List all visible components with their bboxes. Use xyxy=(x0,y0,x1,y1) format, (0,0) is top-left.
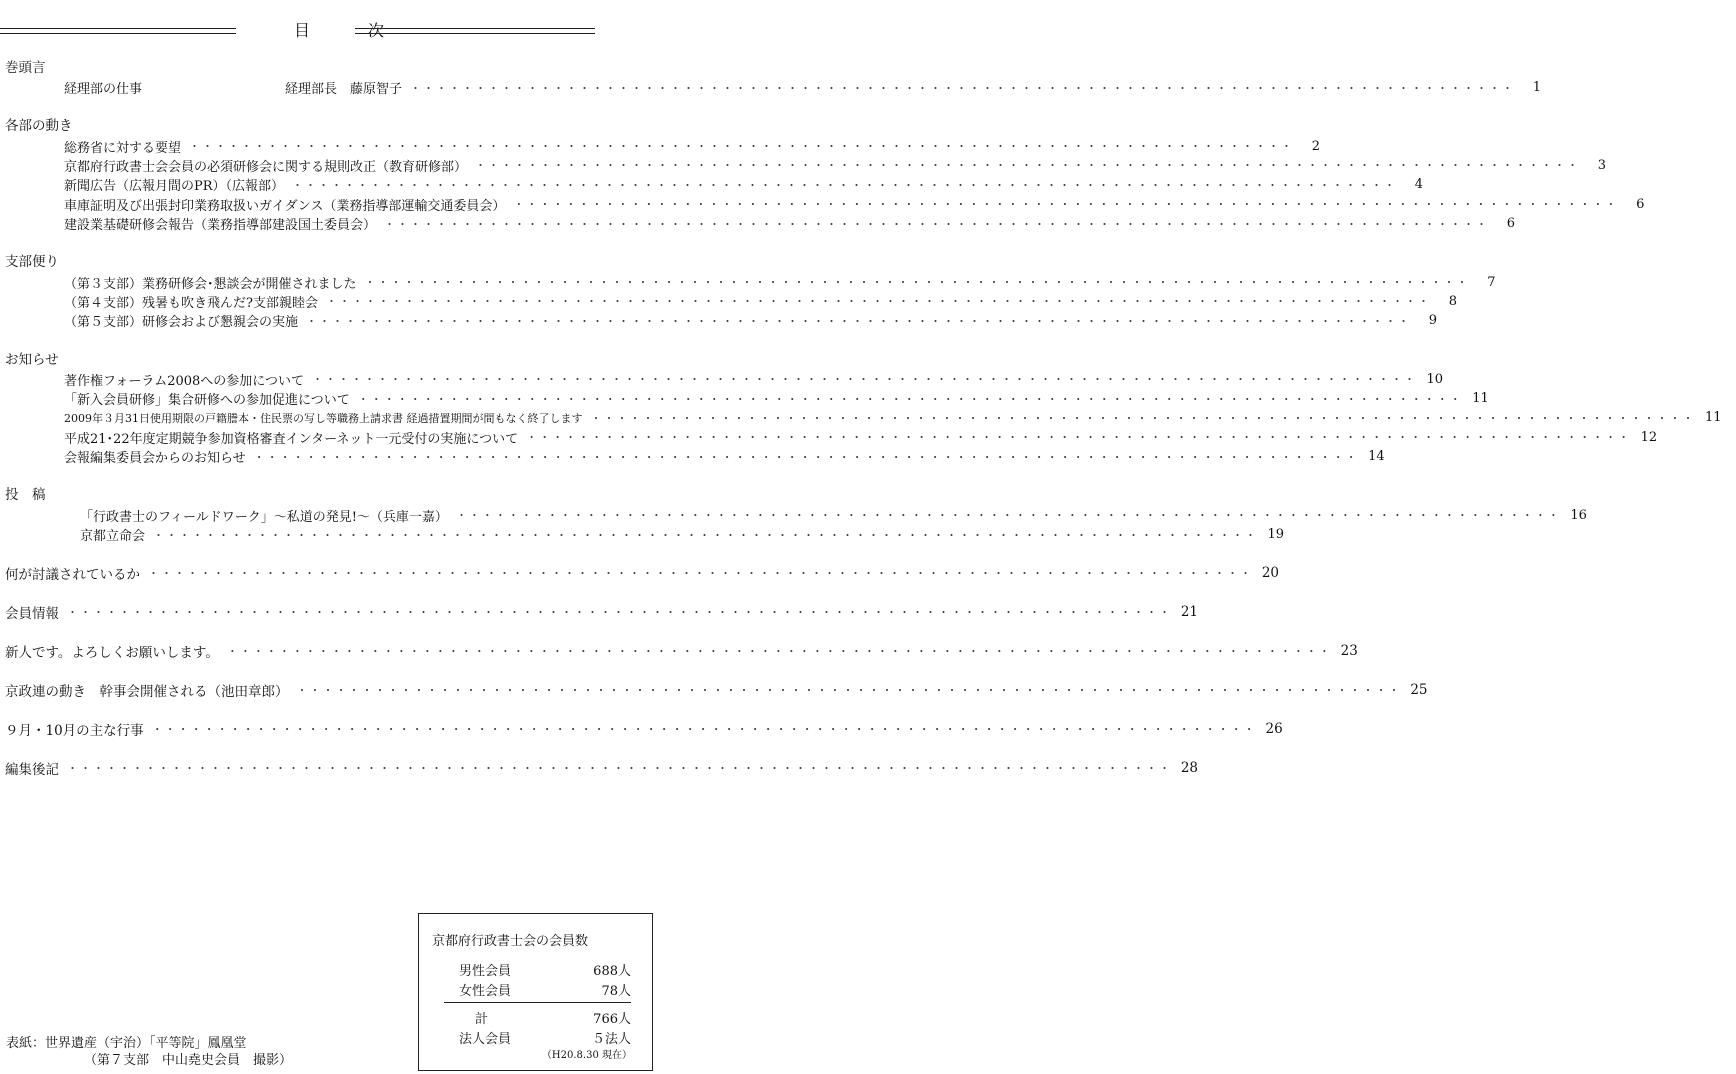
entry-page: 1 xyxy=(1532,80,1542,96)
leader-dots xyxy=(227,643,1332,659)
entry-label: 京都府行政書士会会員の必須研修会に関する規則改正（教育研修部） xyxy=(64,159,468,175)
entry-page: 10 xyxy=(1426,371,1444,387)
section-heading: 巻頭言 xyxy=(5,60,46,76)
entry-label: （第５支部）研修会および懇親会の実施 xyxy=(64,315,299,331)
entry-label: 編集後記 xyxy=(5,762,59,779)
entry-label: 「新入会員研修」集合研修への参加促進について xyxy=(64,393,350,409)
male-members-row xyxy=(459,960,631,979)
toc-entry[interactable] xyxy=(0,680,1428,701)
leader-dots xyxy=(456,507,1561,523)
toc-entry[interactable] xyxy=(0,505,1587,525)
entry-label: 会報編集委員会からのお知らせ xyxy=(64,451,246,467)
entry-page: 25 xyxy=(1410,682,1428,699)
entry-page: 26 xyxy=(1265,721,1283,738)
total-members-label: 計 xyxy=(475,1012,489,1027)
leader-dots xyxy=(410,80,1515,96)
female-members-label: 女性会員 xyxy=(459,984,512,999)
entry-page: 11 xyxy=(1472,391,1489,407)
leader-dots xyxy=(365,274,1470,290)
entry-page: 4 xyxy=(1414,177,1424,193)
toc-entry[interactable] xyxy=(0,292,1457,311)
entry-label: 会員情報 xyxy=(5,606,59,623)
toc-entry[interactable] xyxy=(0,563,1279,584)
leader-dots xyxy=(297,682,1402,698)
entry-label: 著作権フォーラム2008への参加について xyxy=(64,373,305,389)
toc-entry[interactable] xyxy=(0,156,1607,175)
female-members-row xyxy=(459,980,631,999)
entry-label: 京政連の動き 幹事会開催される（池田章郎） xyxy=(5,684,289,701)
toc-entry[interactable] xyxy=(0,78,1542,98)
leader-dots xyxy=(153,527,1258,543)
cover-caption xyxy=(6,1035,292,1069)
leader-dots xyxy=(67,760,1172,776)
toc-entry[interactable] xyxy=(0,136,1321,156)
section-heading: 各部の動き xyxy=(5,118,73,135)
entry-label: 建設業基礎研修会報告（業務指導部建設国土委員会） xyxy=(64,218,377,234)
corporate-members-value: ５法人 xyxy=(591,1032,631,1047)
toc-entry[interactable] xyxy=(0,428,1658,447)
toc-entry[interactable] xyxy=(0,602,1198,623)
toc-entry[interactable] xyxy=(0,389,1489,409)
leader-dots xyxy=(254,449,1359,465)
table-of-contents xyxy=(0,58,1722,779)
entry-label: ９月・10月の主な行事 xyxy=(5,723,144,740)
toc-entry[interactable] xyxy=(0,641,1358,662)
toc-entry[interactable] xyxy=(0,447,1385,467)
entry-label: （第４支部）残暑も吹き飛んだ?支部親睦会 xyxy=(64,295,318,311)
entry-page: 9 xyxy=(1428,313,1438,329)
toc-entry[interactable] xyxy=(0,758,1198,779)
leader-dots xyxy=(591,410,1696,426)
entry-label: （第３支部）業務研修会･懇談会が開催されました xyxy=(64,276,357,292)
toc-entry[interactable] xyxy=(0,214,1516,234)
leader-dots xyxy=(67,604,1172,620)
entry-page: 20 xyxy=(1261,565,1279,582)
leader-dots xyxy=(148,565,1253,581)
entry-page: 3 xyxy=(1597,157,1607,173)
leader-dots xyxy=(358,391,1463,407)
entry-page: 6 xyxy=(1506,216,1516,232)
section-foreword xyxy=(0,58,1542,98)
entry-page: 8 xyxy=(1448,293,1457,309)
female-members-value: 78人 xyxy=(601,984,631,999)
corporate-members-label: 法人会員 xyxy=(459,1032,512,1047)
leader-dots xyxy=(526,429,1631,445)
leader-dots xyxy=(152,721,1257,737)
toc-entry[interactable] xyxy=(0,408,1722,427)
entry-label: 経理部の仕事 経理部長 藤原智子 xyxy=(64,82,403,98)
entry-page: 19 xyxy=(1267,527,1285,543)
title-rule-right xyxy=(355,28,595,34)
cover-caption-line1: 表紙：世界遺産（宇治）「平等院」鳳凰堂 xyxy=(6,1036,247,1051)
toc-entry[interactable] xyxy=(0,272,1496,292)
section-heading: 投 稿 xyxy=(5,487,46,504)
title-rule-left xyxy=(0,28,236,34)
leader-dots xyxy=(475,157,1580,173)
leader-dots xyxy=(306,313,1411,329)
entry-label: 平成21･22年度定期競争参加資格審査インターネット一元受付の実施について xyxy=(64,431,519,447)
toc-entry[interactable] xyxy=(0,311,1438,331)
entry-page: 14 xyxy=(1368,449,1385,465)
entry-label: 新人です。よろしくお願いします。 xyxy=(5,645,219,662)
entry-label: 車庫証明及び出張封印業務取扱いガイダンス（業務指導部運輸交通委員会） xyxy=(64,198,506,214)
section-branch-news xyxy=(0,252,1496,331)
entry-label: 新聞広告（広報月間のPR）（広報部） xyxy=(64,179,285,195)
toc-entry[interactable] xyxy=(0,719,1283,740)
corporate-members-row xyxy=(459,1028,631,1047)
entry-label: 何が討議されているか xyxy=(5,567,140,584)
entry-label: 京都立命会 xyxy=(80,529,146,545)
entry-label: 2009年３月31日使用期限の戸籍謄本・住民票の写し等職務上請求書 経過措置期間が間もなく終了します xyxy=(64,411,583,425)
entry-page: 12 xyxy=(1640,429,1658,445)
entry-page: 23 xyxy=(1340,643,1358,660)
male-members-label: 男性会員 xyxy=(459,964,512,979)
male-members-value: 688人 xyxy=(593,964,631,979)
entry-label: 総務省に対する要望 xyxy=(64,140,182,156)
entry-page: 16 xyxy=(1570,507,1587,523)
total-members-value: 766人 xyxy=(593,1012,631,1027)
total-members-row xyxy=(475,1008,631,1027)
toc-title-bar xyxy=(0,18,600,44)
entry-page: 11 xyxy=(1704,410,1722,426)
leader-dots xyxy=(513,196,1618,212)
leader-dots xyxy=(189,138,1294,154)
entry-page: 28 xyxy=(1180,760,1198,777)
entry-label: 「行政書士のフィールドワーク」～私道の発見!～（兵庫一嘉） xyxy=(80,509,448,525)
as-of-date: （H20.8.30 現在） xyxy=(541,1050,632,1061)
section-notices xyxy=(0,350,1722,467)
leader-dots xyxy=(312,371,1417,387)
toc-entry[interactable] xyxy=(0,370,1444,389)
leader-dots xyxy=(326,293,1431,309)
toc-entry[interactable] xyxy=(0,195,1645,214)
entry-page: 6 xyxy=(1636,196,1645,212)
leader-dots xyxy=(384,216,1489,232)
section-heading: お知らせ xyxy=(5,351,59,368)
toc-entry[interactable] xyxy=(0,525,1285,545)
entry-page: 2 xyxy=(1311,138,1321,154)
toc-title: 目次 xyxy=(294,21,443,40)
total-divider xyxy=(444,1002,631,1003)
section-departments xyxy=(0,116,1645,234)
leader-dots xyxy=(292,177,1397,193)
entry-page: 7 xyxy=(1487,274,1496,290)
member-count-title: 京都府行政書士会の会員数 xyxy=(432,934,589,949)
member-count-box xyxy=(418,913,653,1071)
cover-caption-line2: （第７支部 中山堯史会員 撮影） xyxy=(84,1053,293,1068)
entry-page: 21 xyxy=(1180,604,1198,621)
section-heading: 支部便り xyxy=(5,254,59,271)
toc-entry[interactable] xyxy=(0,175,1424,195)
section-contributions xyxy=(0,485,1587,545)
